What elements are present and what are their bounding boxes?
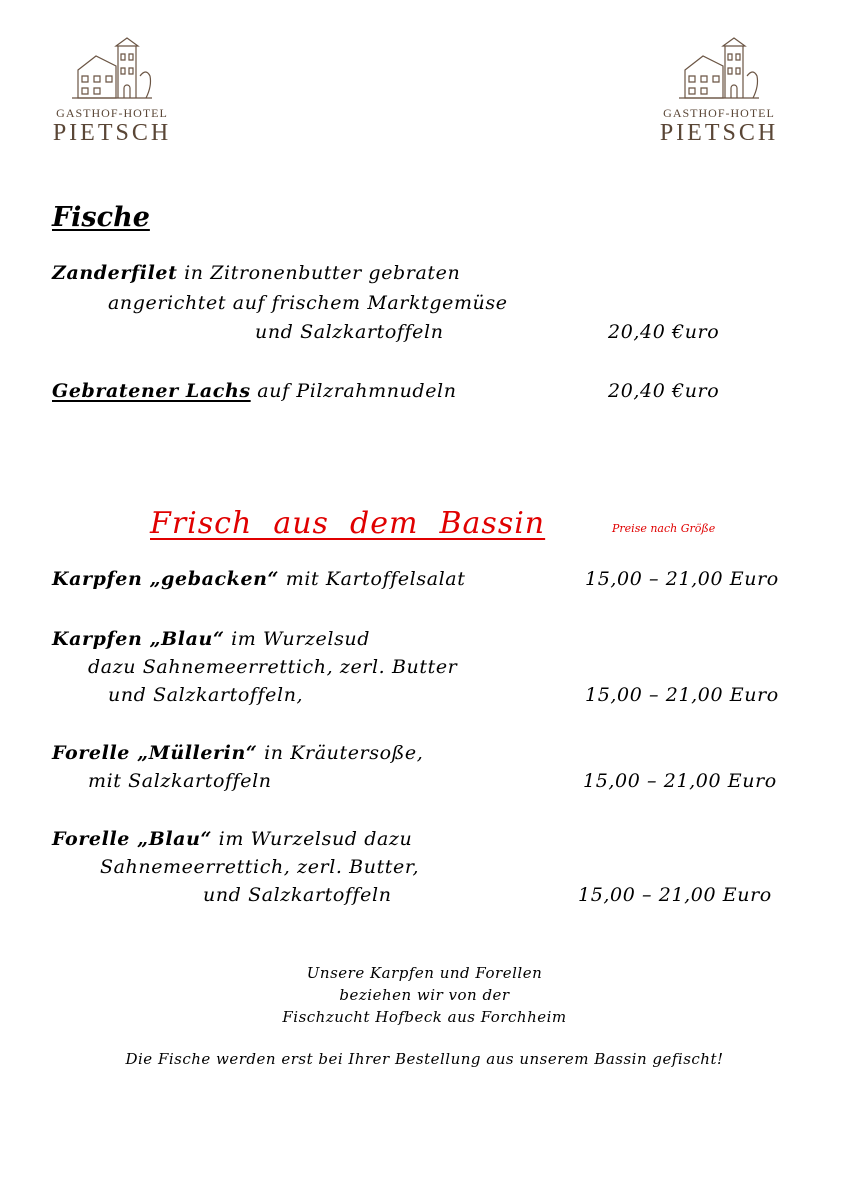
footer-note-line1: Unsere Karpfen und Forellen xyxy=(306,964,543,982)
menu-item-forelle-blau-line2: Sahnemeerrettich, zerl. Butter, xyxy=(100,856,420,878)
logo-subtitle: GASTHOF-HOTEL xyxy=(663,106,775,120)
dish-name: Gebratener Lachs xyxy=(52,380,251,402)
menu-item-forelle-blau-line1 xyxy=(52,828,412,850)
menu-item-zander-line3: und Salzkartoffeln xyxy=(255,321,444,343)
footer-note-line3: Fischzucht Hofbeck aus Forchheim xyxy=(282,1008,567,1026)
dish-name: Forelle „Müllerin“ xyxy=(52,742,258,764)
menu-item-zander-line2: angerichtet auf frischem Marktgemüse xyxy=(108,292,508,314)
dish-description: in Zitronenbutter gebraten xyxy=(177,262,461,284)
menu-item-forelle-muellerin-line2: mit Salzkartoffeln xyxy=(88,770,272,792)
price-karpfen-blau: 15,00 – 21,00 Euro xyxy=(585,684,779,706)
logo-subtitle: GASTHOF-HOTEL xyxy=(56,106,168,120)
logo-right xyxy=(649,36,789,161)
logo-title: PIETSCH xyxy=(659,120,779,146)
menu-item-karpfen-blau-line3: und Salzkartoffeln, xyxy=(108,684,304,706)
menu-item-forelle-blau-line3: und Salzkartoffeln xyxy=(203,884,392,906)
hotel-building-icon xyxy=(70,36,154,104)
footer-note-line4: Die Fische werden erst bei Ihrer Bestellung aus unserem Bassin gefischt! xyxy=(125,1050,724,1068)
dish-description: im Wurzelsud dazu xyxy=(212,828,413,850)
footer-note-line2: beziehen wir von der xyxy=(339,986,510,1004)
price-lachs: 20,40 €uro xyxy=(608,380,720,402)
menu-item-karpfen-blau-line2: dazu Sahnemeerrettich, zerl. Butter xyxy=(88,656,458,678)
price-forelle-muellerin: 15,00 – 21,00 Euro xyxy=(583,770,777,792)
dish-name: Karpfen „gebacken“ xyxy=(52,568,280,590)
menu-item-zander-line1 xyxy=(52,262,460,284)
section-heading-bassin: Frisch aus dem Bassin xyxy=(150,506,546,541)
dish-name: Karpfen „Blau“ xyxy=(52,628,225,650)
hotel-building-icon xyxy=(677,36,761,104)
dish-name: Zanderfilet xyxy=(52,262,178,284)
menu-item-karpfen-gebacken xyxy=(52,568,465,590)
price-zander: 20,40 €uro xyxy=(608,321,720,343)
section-heading-fische: Fische xyxy=(52,202,150,233)
price-karpfen-gebacken: 15,00 – 21,00 Euro xyxy=(585,568,779,590)
dish-description: auf Pilzrahmnudeln xyxy=(250,380,457,402)
dish-description: im Wurzelsud xyxy=(224,628,371,650)
logo-left xyxy=(42,36,182,161)
dish-description: in Kräutersoße, xyxy=(257,742,424,764)
dish-description: mit Kartoffelsalat xyxy=(279,568,466,590)
price-note: Preise nach Größe xyxy=(612,522,716,535)
menu-item-lachs xyxy=(52,380,457,402)
price-forelle-blau: 15,00 – 21,00 Euro xyxy=(578,884,772,906)
logo-title: PIETSCH xyxy=(52,120,172,146)
dish-name: Forelle „Blau“ xyxy=(52,828,213,850)
menu-item-karpfen-blau-line1 xyxy=(52,628,370,650)
menu-item-forelle-muellerin-line1 xyxy=(52,742,423,764)
